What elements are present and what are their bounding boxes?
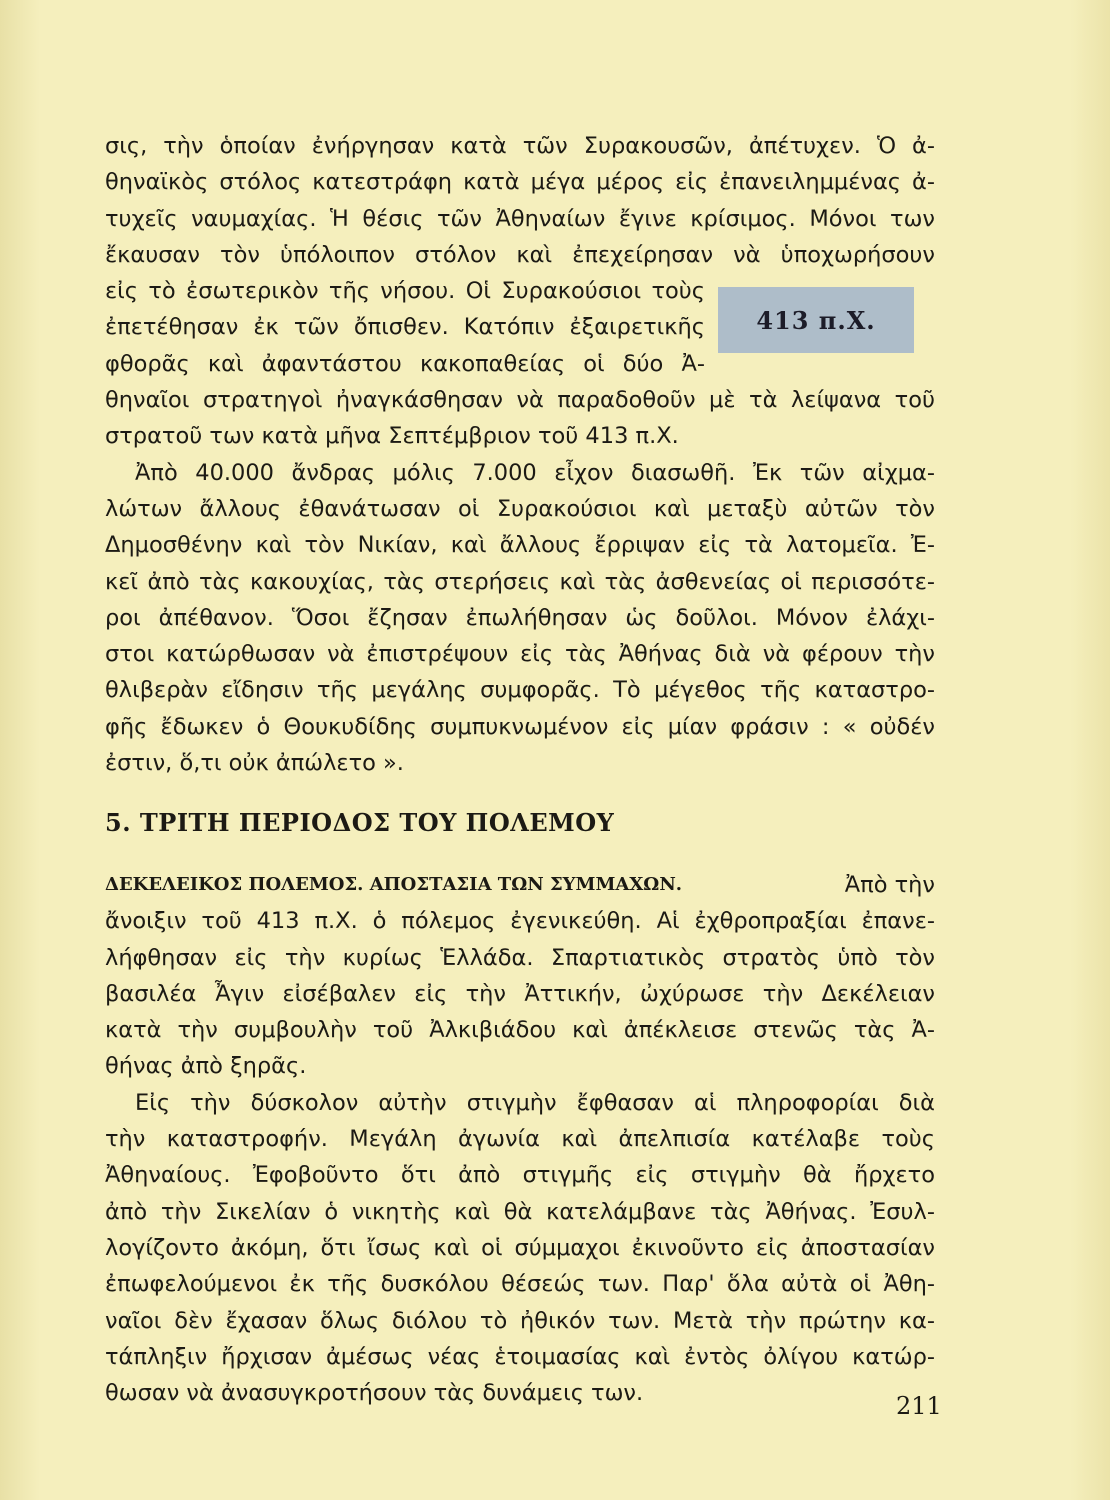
text-line: θωσαν νὰ ἀνασυγκροτήσουν τὰς δυνάμεις των. [105,1380,644,1407]
text-line: Ἀπὸ 40.000 ἄνδρας μόλις 7.000 εἶχον διασωθῆ. Ἐκ τῶν αἰχμα- [135,459,935,486]
text-line: ροι ἀπέθανον. Ὅσοι ἔζησαν ἐπωλήθησαν ὡς δοῦλοι. Μόνον ἐλάχι- [105,604,935,631]
paragraph-athenian-defeat [105,128,935,781]
text-line: κεῖ ἀπὸ τὰς κακουχίας, τὰς στερήσεις καὶ τὰς ἀσθενείας οἱ περισσότε- [105,568,935,595]
text-line: ἐπωφελούμενοι ἐκ τῆς δυσκόλου θέσεώς των. Παρ' ὅλα αὐτὰ οἱ Ἀθη- [105,1271,935,1298]
runin-rest: Ἀπὸ τὴν [844,872,935,898]
text-line: λήφθησαν εἰς τὴν κυρίως Ἑλλάδα. Σπαρτιατικὸς στρατὸς ὑπὸ τὸν [105,944,935,971]
paragraph-decelean-war [105,867,935,1411]
text-line: λογίζοντο ἀκόμη, ὅτι ἴσως καὶ οἱ σύμμαχοι ἐκινοῦντο εἰς ἀποστασίαν [105,1234,935,1261]
text-line: ἔκαυσαν τὸν ὑπόλοιπον στόλον καὶ ἐπεχείρησαν νὰ ὑποχωρήσουν [105,241,935,268]
text-line: θηναῖοι στρατηγοὶ ἠναγκάσθησαν νὰ παραδοθοῦν μὲ τὰ λείψανα τοῦ [105,387,935,414]
text-line: θήνας ἀπὸ ξηρᾶς. [105,1053,307,1080]
text-line: Δημοσθένην καὶ τὸν Νικίαν, καὶ ἄλλους ἔρριψαν εἰς τὰ λατομεῖα. Ἐ- [105,532,935,559]
text-line: εἰς τὸ ἐσωτερικὸν τῆς νήσου. Οἱ Συρακούσιοι τοὺς [105,278,705,305]
section-heading: 5. ΤΡΙΤΗ ΠΕΡΙΟΔΟΣ ΤΟΥ ΠΟΛΕΜΟΥ [105,808,615,837]
text-line: ἐπετέθησαν ἐκ τῶν ὄπισθεν. Κατόπιν ἐξαιρετικῆς [105,314,705,341]
text-line: φθορᾶς καὶ ἀφαντάστου κακοπαθείας οἱ δύο Ἀ- [105,350,705,377]
text-line: ἀπὸ τὴν Σικελίαν ὁ νικητὴς καὶ θὰ κατελάμβανε τὰς Ἀθήνας. Ἐσυλ- [105,1198,935,1225]
text-line: λώτων ἄλλους ἐθανάτωσαν οἱ Συρακούσιοι καὶ μεταξὺ αὐτῶν τὸν [105,495,935,522]
text-line: στοι κατώρθωσαν νὰ ἐπιστρέψουν εἰς τὰς Ἀθήνας διὰ νὰ φέρουν τὴν [105,641,935,668]
text-line: τὴν καταστροφήν. Μεγάλη ἀγωνία καὶ ἀπελπισία κατέλαβε τοὺς [105,1126,935,1153]
text-line: φῆς ἔδωκεν ὁ Θουκυδίδης συμπυκνωμένον εἰς μίαν φράσιν : « οὐδέν [105,713,935,740]
text-line: Ἀθηναίους. Ἐφοβοῦντο ὅτι ἀπὸ στιγμῆς εἰς στιγμὴν θὰ ἤρχετο [105,1162,935,1189]
margin-date-note: 413 π.Χ. [718,287,914,353]
text-line: ἄνοιξιν τοῦ 413 π.Χ. ὁ πόλεμος ἐγενικεύθη. Αἱ ἐχθροπραξίαι ἐπανε- [105,908,935,935]
text-line: σις, τὴν ὁποίαν ἐνήργησαν κατὰ τῶν Συρακουσῶν, ἀπέτυχεν. Ὁ ἀ- [105,133,935,159]
text-line: Εἰς τὴν δύσκολον αὐτὴν στιγμὴν ἔφθασαν αἱ πληροφορίαι διὰ [135,1089,935,1116]
page-number: 211 [896,1392,942,1420]
text-line: ναῖοι δὲν ἔχασαν ὅλως διόλου τὸ ἠθικόν των. Μετὰ τὴν πρώτην κα- [105,1307,935,1334]
text-line: κατὰ τὴν συμβουλὴν τοῦ Ἀλκιβιάδου καὶ ἀπέκλεισε στενῶς τὰς Ἀ- [105,1017,935,1044]
text-line: τυχεῖς ναυμαχίας. Ἡ θέσις τῶν Ἀθηναίων ἔγινε κρίσιμος. Μόνοι των [105,205,935,232]
runin-heading: ΔΕΚΕΛΕΙΚΟΣ ΠΟΛΕΜΟΣ. ΑΠΟΣΤΑΣΙΑ ΤΩΝ ΣΥΜΜΑΧΩΝ. [105,874,683,895]
text-line: ἐστιν, ὅ,τι οὐκ ἀπώλετο ». [105,750,404,777]
text-line: βασιλέα Ἆγιν εἰσέβαλεν εἰς τὴν Ἀττικήν, ὠχύρωσε τὴν Δεκέλειαν [105,980,935,1007]
text-line: θηναϊκὸς στόλος κατεστράφη κατὰ μέγα μέρος εἰς ἐπανειλημμένας ἀ- [105,169,935,196]
text-line: τάπληξιν ἤρχισαν ἀμέσως νέας ἑτοιμασίας καὶ ἐντὸς ὀλίγου κατώρ- [105,1343,935,1370]
text-line: στρατοῦ των κατὰ μῆνα Σεπτέμβριον τοῦ 413 π.Χ. [105,423,679,450]
runin-line [105,867,935,903]
text-line: θλιβερὰν εἴδησιν τῆς μεγάλης συμφορᾶς. Τὸ μέγεθος τῆς καταστρο- [105,677,935,704]
